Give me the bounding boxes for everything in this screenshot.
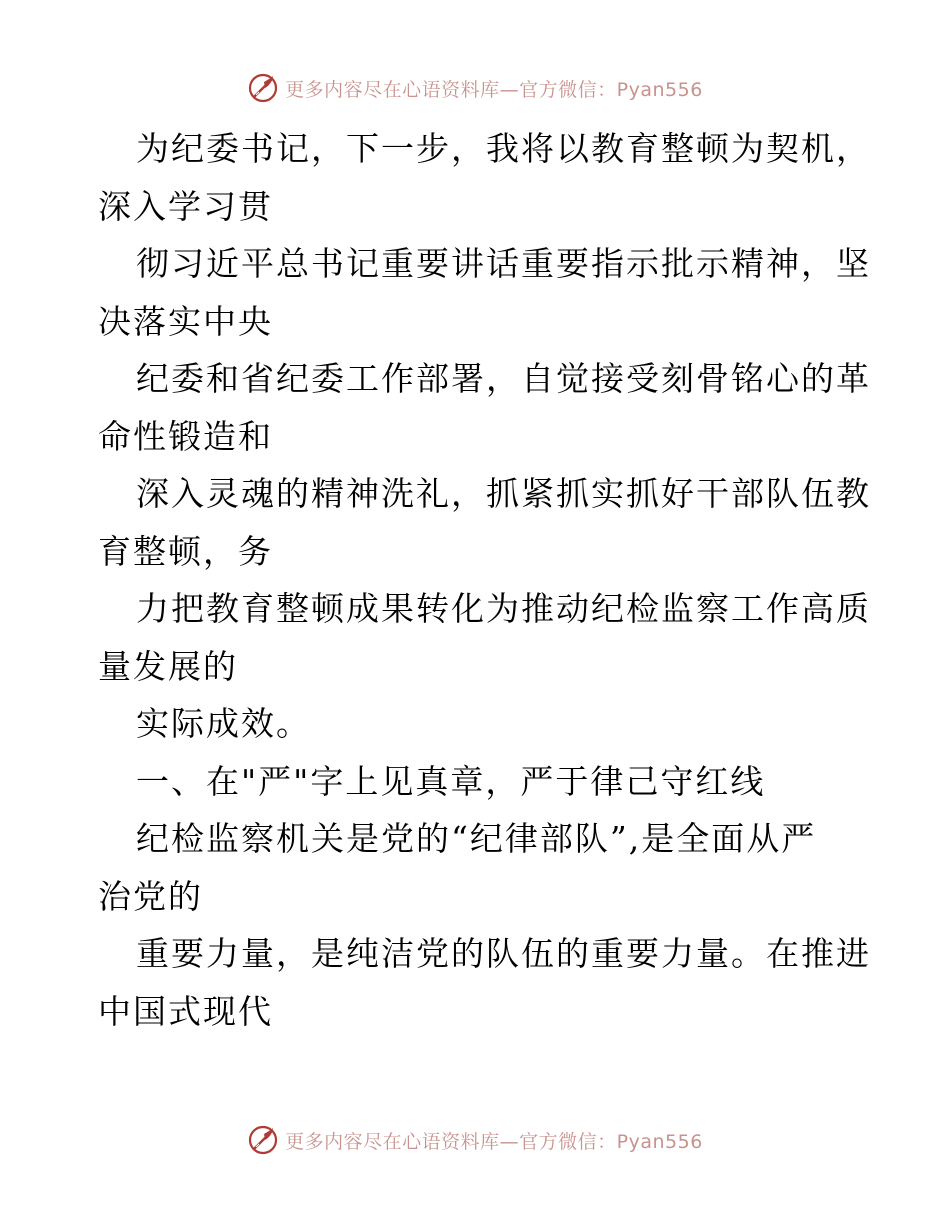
text-line: 育整顿，务 [98,531,273,571]
text-line: 中国式现代 [98,991,273,1031]
page-footer-banner [0,1124,950,1156]
text-line: 量发展的 [98,646,238,686]
text-line: 深入灵魂的精神洗礼，抓紧抓实抓好干部队伍教 [136,474,871,513]
header-banner-text: 更多内容尽在心语资料库—官方微信：Pyan556 [285,78,703,101]
text-line: 决落实中央 [98,301,273,341]
text-line: 彻习近平总书记重要讲话重要指示批示精神，坚 [136,244,871,283]
quill-logo-icon [247,72,279,104]
footer-banner-text: 更多内容尽在心语资料库—官方微信：Pyan556 [285,1130,703,1153]
text-line: 命性锻造和 [98,416,273,456]
section-heading: 一、在"严"字上见真章，严于律己守红线 [136,761,766,801]
text-line: 力把教育整顿成果转化为推动纪检监察工作高质 [136,589,871,628]
page-header-banner [0,72,950,104]
document-body [98,120,871,1040]
text-line: 纪委和省纪委工作部署，自觉接受刻骨铭心的革 [136,359,871,398]
text-line: 纪检监察机关是党的“纪律部队”,是全面从严 [136,819,817,858]
quill-logo-icon [247,1124,279,1156]
text-line: 为纪委书记，下一步，我将以教育整顿为契机， [136,129,871,168]
text-line: 重要力量，是纯洁党的队伍的重要力量。在推进 [136,934,871,973]
text-line: 治党的 [98,876,203,916]
text-line: 实际成效。 [136,704,311,743]
text-line: 深入学习贯 [98,186,273,226]
